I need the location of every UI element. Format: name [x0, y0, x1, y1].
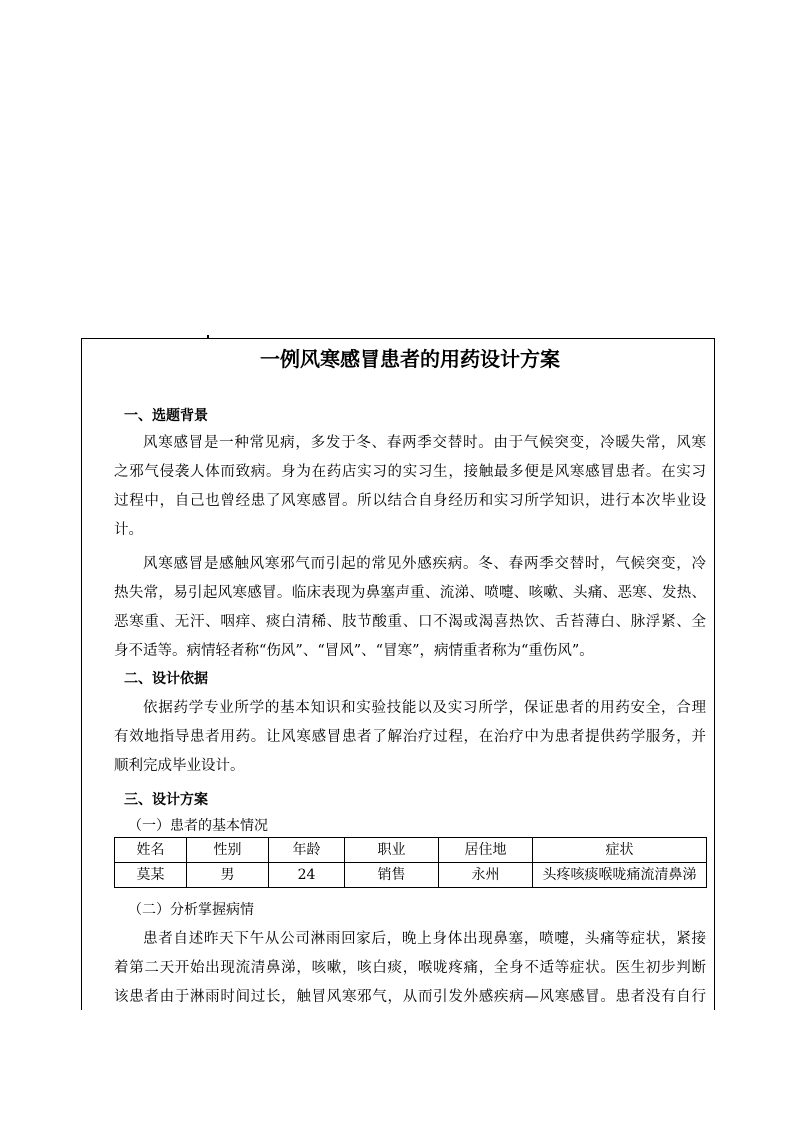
text-line: 恶寒重、无汗、咽痒、痰白清稀、肢节酸重、口不渴或渴喜热饮、舌苔薄白、脉浮紧、全 — [114, 614, 706, 630]
subsection-patient-info: （一）患者的基本情况 — [128, 818, 268, 834]
section-heading-background: 一、选题背景 — [124, 408, 208, 424]
document-frame — [81, 338, 715, 1010]
table-cell: 莫某 — [115, 863, 187, 888]
table-cell: 头疼咳痰喉咙痛流清鼻涕 — [533, 863, 707, 888]
table-header-row — [115, 838, 707, 863]
table-header-cell: 年龄 — [269, 838, 345, 863]
table-header-cell: 姓名 — [115, 838, 187, 863]
text-line: 风寒感冒是感触风寒邪气而引起的常见外感疾病。冬、春两季交替时，气候突变，冷 — [143, 556, 706, 572]
paragraph-analysis — [114, 925, 706, 1010]
text-line: 之邪气侵袭人体而致病。身为在药店实习的实习生，接触最多便是风寒感冒患者。在实习 — [114, 464, 706, 480]
paragraph-background-1 — [114, 429, 706, 545]
table-header-cell: 性别 — [187, 838, 269, 863]
table-cell: 销售 — [345, 863, 439, 888]
text-line: 风寒感冒是一种常见病，多发于冬、春两季交替时。由于气候突变，冷暖失常，风寒 — [143, 435, 706, 451]
table-header-cell: 居住地 — [439, 838, 533, 863]
table-cell: 男 — [187, 863, 269, 888]
text-line: 身不适等。病情轻者称“伤风”、“冒风”、“冒寒”，病情重者称为“重伤风”。 — [114, 643, 594, 659]
text-line: 有效地指导患者用药。让风寒感冒患者了解治疗过程，在治疗中为患者提供药学服务，并 — [114, 729, 706, 745]
text-line: 依据药学专业所学的基本知识和实验技能以及实习所学，保证患者的用药安全，合理 — [143, 700, 706, 716]
text-line: 热失常，易引起风寒感冒。临床表现为鼻塞声重、流涕、喷嚏、咳嗽、头痛、恶寒、发热、 — [114, 585, 706, 601]
section-heading-basis: 二、设计依据 — [124, 671, 208, 687]
text-line: 过程中，自己也曾经患了风寒感冒。所以结合自身经历和实习所学知识，进行本次毕业设 — [114, 493, 706, 509]
subsection-analysis: （二）分析掌握病情 — [128, 902, 254, 918]
table-header-cell: 症状 — [533, 838, 707, 863]
paragraph-background-2 — [114, 550, 706, 666]
section-heading-plan: 三、设计方案 — [124, 792, 208, 808]
text-line: 患者自述昨天下午从公司淋雨回家后，晚上身体出现鼻塞，喷嚏，头痛等症状，紧接 — [143, 931, 706, 947]
text-line: 计。 — [114, 522, 143, 538]
table-row — [115, 863, 707, 888]
text-line: 着第二天开始出现流清鼻涕，咳嗽，咳白痰，喉咙疼痛，全身不适等症状。医生初步判断 — [114, 960, 706, 976]
paragraph-basis — [114, 694, 706, 781]
table-cell: 24 — [269, 863, 345, 888]
table-header-cell: 职业 — [345, 838, 439, 863]
table-cell: 永州 — [439, 863, 533, 888]
page-title: 一例风寒感冒患者的用药设计方案 — [260, 347, 560, 371]
text-line: 顺利完成毕业设计。 — [114, 758, 245, 774]
text-line: 该患者由于淋雨时间过长，触冒风寒邪气，从而引发外感疾病—风寒感冒。患者没有自行 — [114, 989, 706, 1005]
patient-info-table — [114, 837, 707, 888]
